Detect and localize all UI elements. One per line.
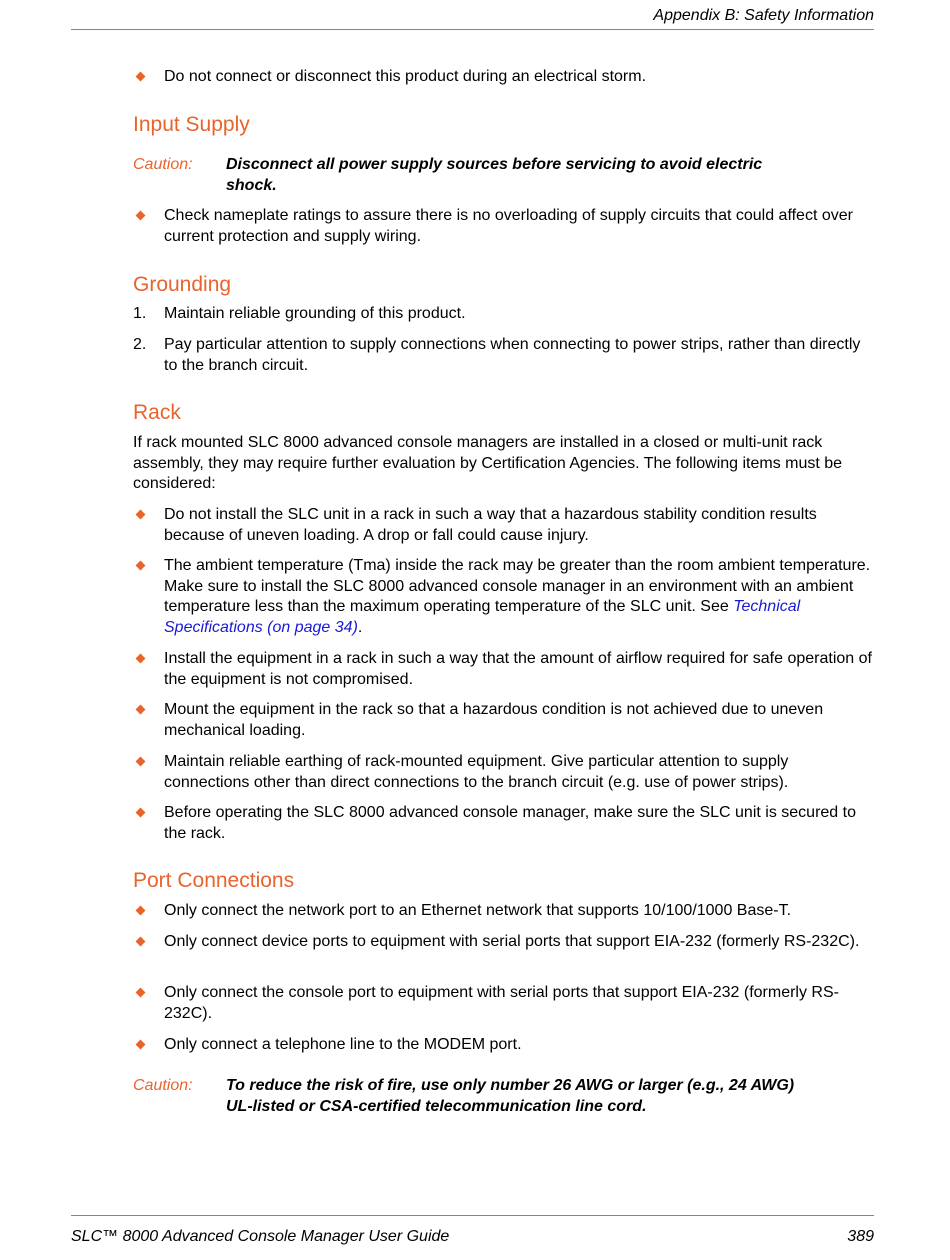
- caution-box: [133, 155, 873, 196]
- diamond-bullet-icon: [136, 808, 146, 818]
- list-item: [133, 556, 873, 638]
- list-item: [133, 803, 873, 844]
- list-item-text: Do not install the SLC unit in a rack in such a way that a hazardous stability condition results because of uneven loading. A drop or fall could cause injury.: [164, 506, 817, 544]
- section-heading-grounding: Grounding: [133, 273, 232, 296]
- caution-text: Disconnect all power supply sources before servicing to avoid electric shock.: [226, 156, 763, 194]
- list-item: [133, 983, 873, 1024]
- diamond-bullet-icon: [136, 937, 146, 947]
- caution-text: To reduce the risk of fire, use only number 26 AWG or larger (e.g., 24 AWG) UL-listed or CSA-certified telecommunication line cord.: [226, 1077, 795, 1115]
- header-rule: [71, 29, 874, 30]
- diamond-bullet-icon: [136, 561, 146, 571]
- numbered-item-text: Maintain reliable grounding of this product.: [164, 305, 466, 322]
- diamond-bullet-icon: [136, 211, 146, 221]
- list-item-text: Only connect the network port to an Ethernet network that supports 10/100/1000 Base-T.: [164, 902, 792, 919]
- diamond-bullet-icon: [136, 906, 146, 916]
- see-prefix: See: [700, 598, 729, 615]
- list-item-text: Do not connect or disconnect this product during an electrical storm.: [164, 68, 647, 85]
- section-heading-port-connections: Port Connections: [133, 869, 295, 892]
- rack-paragraph: If rack mounted SLC 8000 advanced console managers are installed in a closed or multi-unit rack assembly, they may require further evaluation by Certification Agencies. The following items must be considered:: [133, 434, 843, 492]
- list-item: [133, 932, 873, 953]
- caution-box: [133, 1076, 873, 1117]
- diamond-bullet-icon: [136, 654, 146, 664]
- footer-doc-title: SLC™ 8000 Advanced Console Manager User Guide: [71, 1228, 450, 1245]
- list-item: [133, 1035, 873, 1056]
- list-item: [133, 206, 873, 247]
- technical-specifications-link[interactable]: Technical Specifications (on page 34): [164, 598, 801, 636]
- item-number: 1.: [133, 305, 147, 322]
- list-item-text: Install the equipment in a rack in such a way that the amount of airflow required for safe operation of the equipment is not compromised.: [164, 650, 872, 688]
- list-item-text: Mount the equipment in the rack so that a hazardous condition is not achieved due to uneven mechanical loading.: [164, 701, 824, 739]
- list-item-text: Check nameplate ratings to assure there is no overloading of supply circuits that could affect over current protection and supply wiring.: [164, 207, 853, 245]
- see-suffix: .: [357, 618, 363, 636]
- diamond-bullet-icon: [136, 72, 146, 82]
- diamond-bullet-icon: [136, 757, 146, 767]
- caution-label: Caution:: [133, 1077, 193, 1094]
- section-heading-input-supply: Input Supply: [133, 113, 250, 136]
- section-heading-rack: Rack: [133, 401, 181, 424]
- diamond-bullet-icon: [136, 510, 146, 520]
- list-item-text: Only connect device ports to equipment with serial ports that support EIA-232 (formerly RS-232C).: [164, 933, 860, 950]
- caution-label: Caution:: [133, 156, 193, 173]
- diamond-bullet-icon: [136, 988, 146, 998]
- list-item-text: Only connect the console port to equipment with serial ports that support EIA-232 (formerly RS-232C).: [164, 984, 839, 1022]
- list-item: [133, 649, 873, 690]
- list-item-text-body: The ambient temperature (Tma) inside the rack may be greater than the room ambient temperature. Make sure to install the SLC 8000 advanced console manager in an environment with an ambient temperature less than the maximum operating temperature of the SLC unit.: [164, 557, 871, 615]
- numbered-item-text: Pay particular attention to supply connections when connecting to power strips, rather than directly to the branch circuit.: [164, 336, 861, 374]
- list-item: [133, 901, 873, 922]
- list-item-text: Only connect a telephone line to the MODEM port.: [164, 1036, 522, 1053]
- page-number: 389: [847, 1228, 874, 1245]
- list-item-text: Maintain reliable earthing of rack-mounted equipment. Give particular attention to supply connections other than direct connections to the branch circuit (e.g. use of power strips).: [164, 753, 789, 791]
- list-item: [133, 67, 873, 88]
- list-item-text: [164, 556, 873, 638]
- footer-rule: [71, 1215, 874, 1216]
- numbered-item: [133, 304, 873, 325]
- list-item-text: Before operating the SLC 8000 advanced console manager, make sure the SLC unit is secured to the rack.: [164, 804, 856, 842]
- numbered-item: [133, 335, 873, 376]
- list-item: [133, 752, 873, 793]
- item-number: 2.: [133, 336, 147, 353]
- diamond-bullet-icon: [136, 705, 146, 715]
- list-item: [133, 505, 873, 546]
- page-header-title: Appendix B: Safety Information: [653, 7, 874, 24]
- list-item: [133, 700, 873, 741]
- diamond-bullet-icon: [136, 1040, 146, 1050]
